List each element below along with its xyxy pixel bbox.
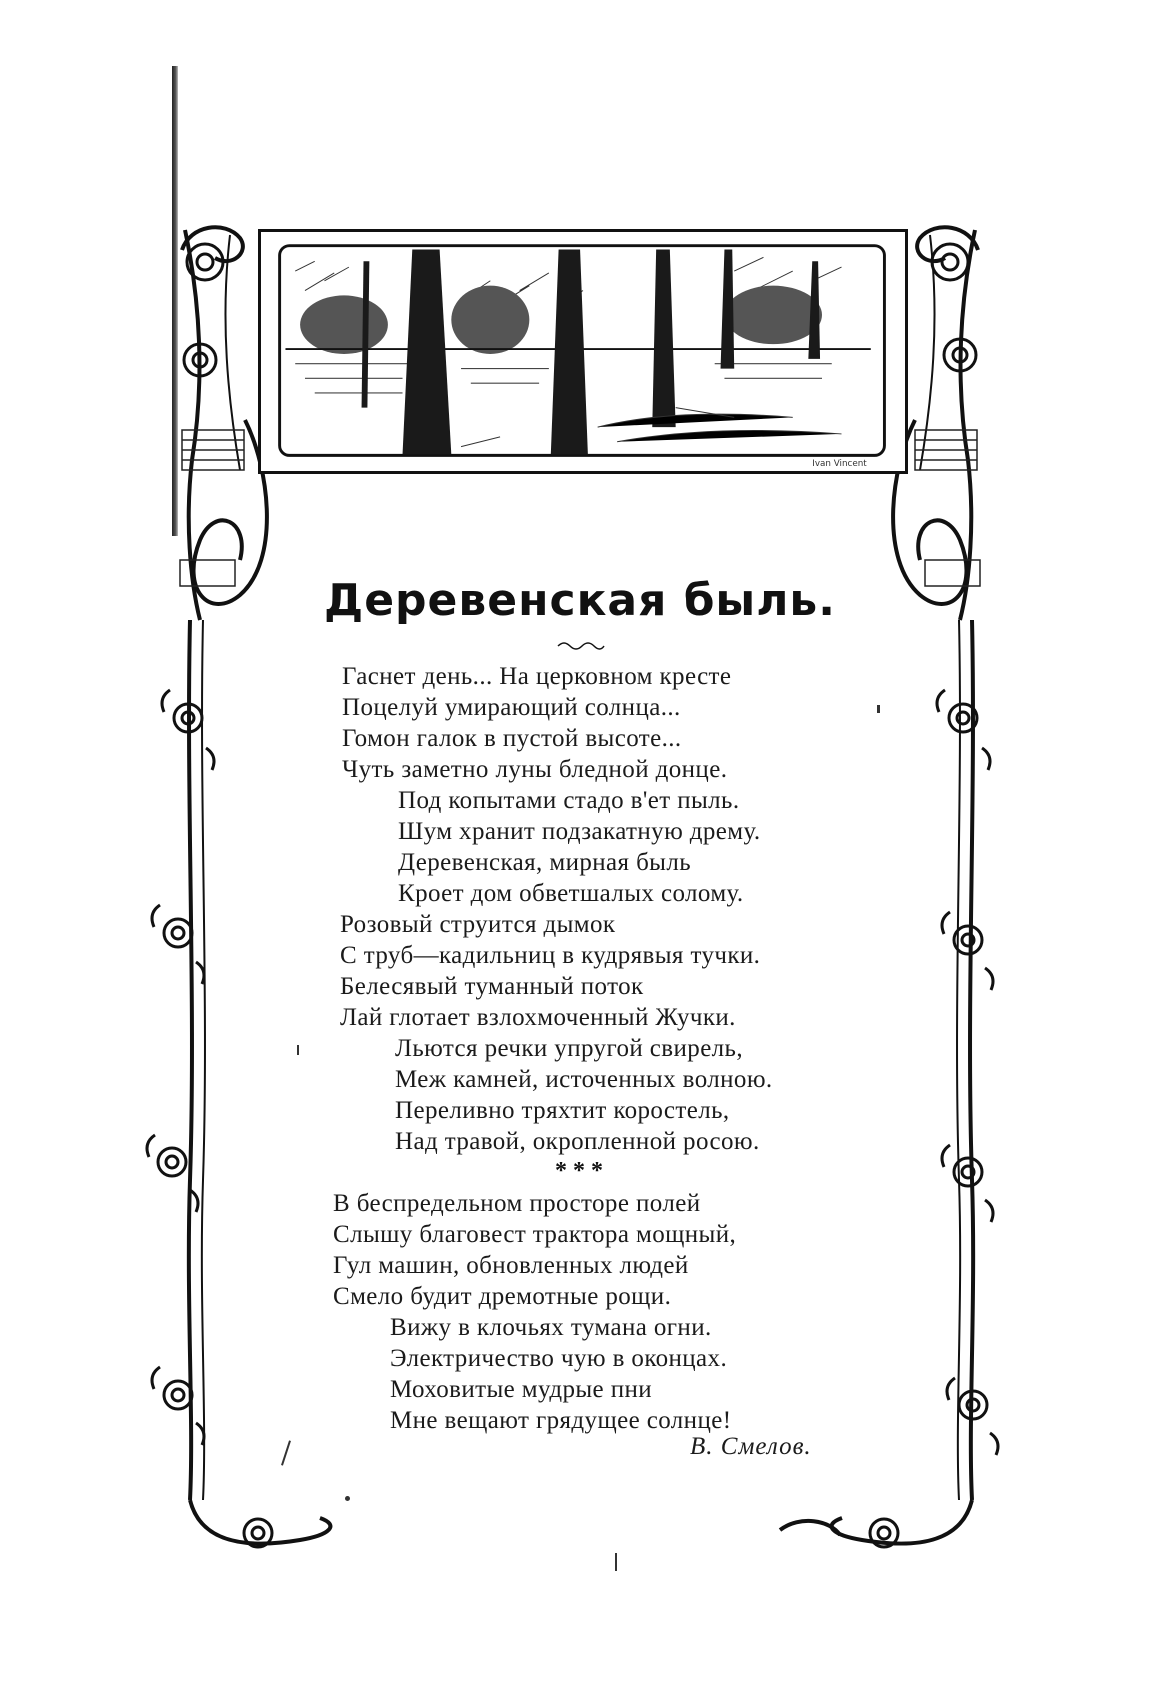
poem-line: Переливно тряхтит коростель, [395,1097,730,1124]
poem-line: Мне вещают грядущее солнце! [390,1407,732,1434]
poem-author: В. Смелов. [690,1433,812,1460]
scan-speck [297,1045,299,1055]
stanza-separator: * * * [555,1158,603,1184]
poem-line: Деревенская, мирная быль [398,849,692,876]
poem-line: Меж камней, источенных волною. [395,1066,773,1093]
title-ornament [556,640,606,650]
illustration-signature: Ivan Vincent [812,459,867,470]
poem-line: Электричество чую в оконцах. [390,1345,728,1372]
poem-line: Под копытами стадо в'ет пыль. [398,787,740,814]
poem-line: Чуть заметно луны бледной донце. [342,756,728,783]
poem-line: Кроет дом обветшалых солому. [398,880,744,907]
poem-line: Розовый струится дымок [340,911,616,938]
scan-speck [877,705,880,713]
poem-line: Льются речки упругой свирель, [395,1035,744,1062]
scan-speck [615,1553,617,1571]
poem-line: Смело будит дремотные рощи. [333,1283,672,1310]
poem-line: Над травой, окропленной росою. [395,1128,760,1155]
poem-line: Моховитые мудрые пни [390,1376,653,1403]
scan-speck [345,1496,350,1501]
poem-line: Гомон галок в пустой высоте... [342,725,682,752]
poem-line: Гул машин, обновленных людей [333,1252,689,1279]
poem-line: Поцелуй умирающий солнца... [342,694,681,721]
poem-line: В беспредельном просторе полей [333,1190,701,1217]
poem-line: Вижу в клочьях тумана огни. [390,1314,712,1341]
poem-line: Лай глотает взлохмоченный Жучки. [340,1004,736,1031]
poem-line: Гаснет день... На церковном кресте [342,663,732,690]
poem-line: Белесявый туманный поток [340,973,644,1000]
forest-lake-engraving-icon [261,232,905,471]
poem-title: Деревенская быль. [324,575,836,626]
forest-lake-illustration [258,229,908,474]
poem-line: Слышу благовест трактора мощный, [333,1221,737,1248]
poem-line: С труб—кадильниц в кудрявыя тучки. [340,942,761,969]
poem-line: Шум хранит подзакатную дрему. [398,818,761,845]
